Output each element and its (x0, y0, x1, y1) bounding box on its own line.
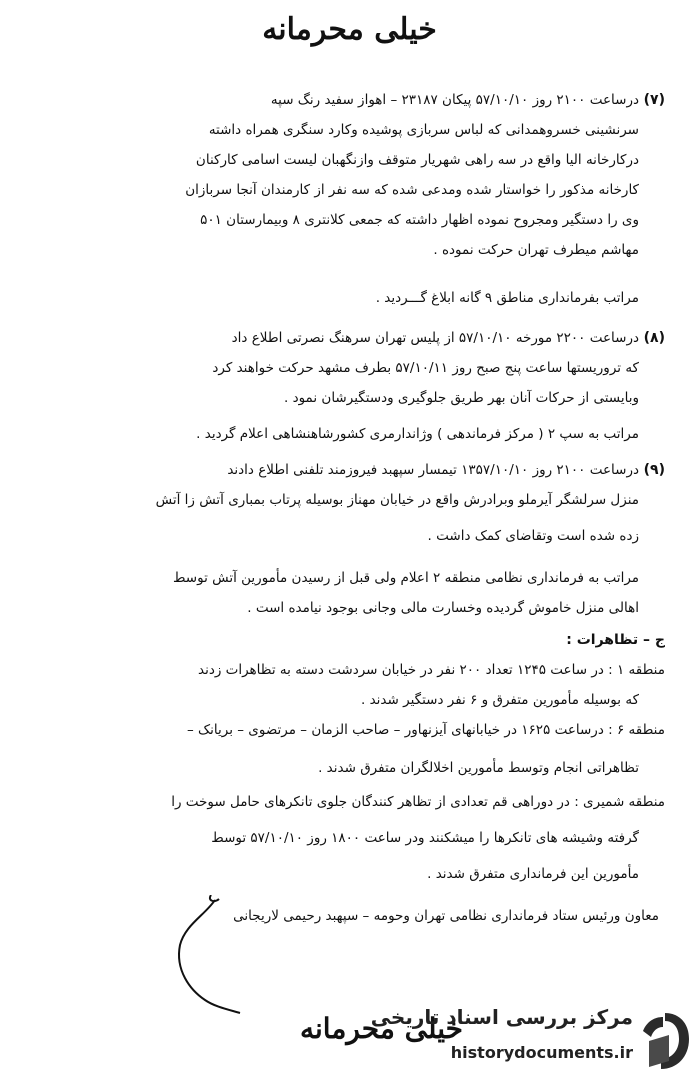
section-heading: ج – تظاهرات : (566, 632, 665, 648)
region-line: که بوسیله مأمورین متفرق و ۶ نفر دستگیر شدند . (361, 692, 639, 708)
item-line: منزل سرلشگر آیرملو وبرادرش واقع در خیابان مهناز بوسیله پرتاب بمباری آتش زا آتش (155, 492, 639, 508)
archive-watermark (331, 999, 691, 1079)
signature-scribble (145, 895, 265, 1015)
region-line: مأمورین این فرمانداری متفرق شدند . (427, 866, 639, 882)
item-line: درساعت ۲۱۰۰ روز ۵۷/۱۰/۱۰ پیکان ۲۳۱۸۷ – اهواز سفید رنگ سپه (270, 92, 639, 108)
region-line: منطقه ۶ : درساعت ۱۶۲۵ در خیابانهای آیزنهاور – صاحب الزمان – مرتضوی – بریانک – (187, 722, 665, 738)
archive-logo-icon (639, 1011, 691, 1071)
item-number: (۸) (643, 330, 665, 346)
item-line: اهالی منزل خاموش گردیده وخسارت مالی وجانی بوجود نیامده است . (247, 600, 639, 616)
item-line: مراتب به فرمانداری نظامی منطقه ۲ اعلام ولی قبل از رسیدن مأمورین آتش توسط (172, 570, 639, 586)
item-line: زده شده است وتقاضای کمک داشت . (427, 528, 639, 544)
region-line: گرفته وشیشه های تانکرها را میشکنند ودر ساعت ۱۸۰۰ روز ۵۷/۱۰/۱۰ توسط (211, 830, 639, 846)
item-line: درساعت ۲۱۰۰ روز ۱۳۵۷/۱۰/۱۰ تیمسار سپهبد فیروزمند تلفنی اطلاع دادند (227, 462, 639, 478)
item-line: مهاشم میطرف تهران حرکت نموده . (433, 242, 639, 258)
item-number: (۹) (643, 462, 665, 478)
item-line: مراتب به سپ ۲ ( مرکز فرماندهی ) وژاندارمری کشورشاهنشاهی اعلام گردید . (196, 426, 639, 442)
item-line: مراتب بفرمانداری مناطق ۹ گانه ابلاغ گـــردید . (375, 290, 639, 306)
watermark-url: historydocuments.ir (450, 1043, 633, 1062)
item-line: درساعت ۲۲۰۰ مورخه ۵۷/۱۰/۱۰ از پلیس تهران سرهنگ نصرتی اطلاع داد (231, 330, 639, 346)
signature-line: معاون ورئیس ستاد فرمانداری نظامی تهران وحومه – سپهبد رحیمی لاریجانی (233, 908, 659, 924)
item-number: (۷) (643, 92, 665, 108)
item-line: کارخانه مذکور را خواستار شده ومدعی شده که سه نفر از کارمندان آنجا سربازان (185, 182, 639, 198)
classification-footer: خیلی محرمانه (300, 1012, 463, 1045)
region-line: منطقه ۱ : در ساعت ۱۲۴۵ تعداد ۲۰۰ نفر در خیابان سردشت دسته به تظاهرات زدند (197, 662, 665, 678)
item-line: وبایستی از حرکات آنان بهر طریق جلوگیری ودستگیرشان نمود . (283, 390, 639, 406)
classification-header: خیلی محرمانه (262, 12, 437, 47)
item-line: وی را دستگیر ومجروح نموده اظهار داشته که جمعی کلانتری ۸ وبیمارستان ۵۰۱ (200, 212, 639, 228)
region-line: منطقه شمیری : در دوراهی قم تعدادی از تظاهر کنندگان جلوی تانکرهای حامل سوخت را (171, 794, 665, 810)
watermark-persian: مرکز بررسی اسناد تاریخی (370, 1005, 633, 1029)
item-line: که تروریستها ساعت پنج صبح روز ۵۷/۱۰/۱۱ بطرف مشهد حرکت خواهند کرد (212, 360, 639, 376)
region-line: تظاهراتی انجام وتوسط مأمورین اخلالگران متفرق شدند . (318, 760, 639, 776)
item-line: درکارخانه الیا واقع در سه راهی شهریار متوقف وازنگهبان لیست اسامی کارکنان (195, 152, 639, 168)
item-line: سرنشینی خسروهمدانی که لباس سربازی پوشیده وکارد سنگری همراه داشته (208, 122, 639, 138)
